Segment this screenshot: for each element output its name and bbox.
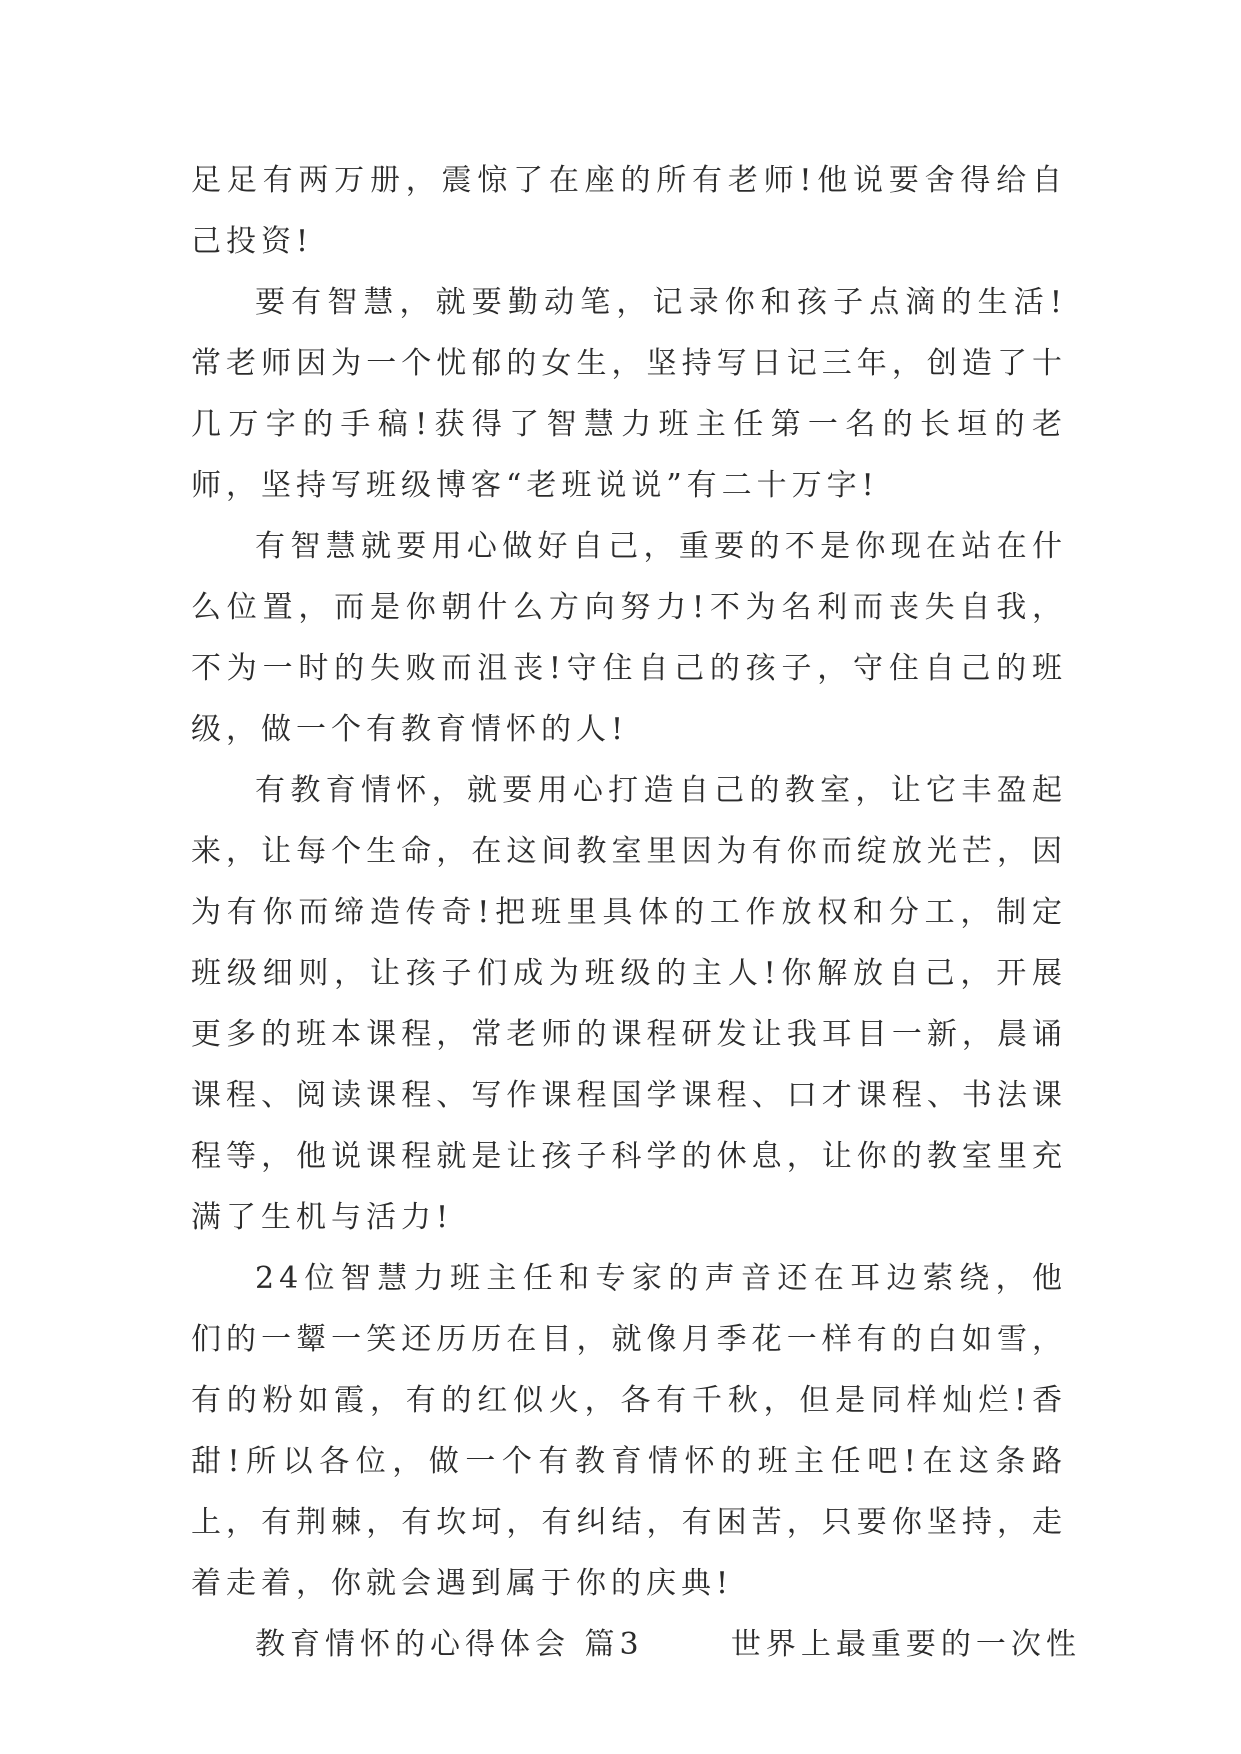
document-body [191, 150, 1081, 1675]
paragraph-2: 要有智慧，就要勤动笔，记录你和孩子点滴的生活!常老师因为一个忧郁的女生，坚持写日记三年，创造了十几万字的手稿!获得了智慧力班主任第一名的长垣的老师，坚持写班级博客“老班说说”有二十万字! [191, 285, 1067, 503]
paragraph-4: 有教育情怀，就要用心打造自己的教室，让它丰盈起来，让每个生命，在这间教室里因为有你而绽放光芒，因为有你而缔造传奇!把班里具体的工作放权和分工，制定班级细则，让孩子们成为班级的主人!你解放自己，开展更多的班本课程，常老师的课程研发让我耳目一新，晨诵课程、阅读课程、写作课程国学课程、口才课程、书法课程等，他说课程就是让孩子科学的休息，让你的教室里充满了生机与活力! [191, 773, 1067, 1235]
paragraph-3: 有智慧就要用心做好自己，重要的不是你现在站在什么位置，而是你朝什么方向努力!不为名利而丧失自我，不为一时的失败而沮丧!守住自己的孩子，守住自己的班级，做一个有教育情怀的人! [191, 529, 1067, 747]
paragraph-1: 足足有两万册，震惊了在座的所有老师!他说要舍得给自己投资! [191, 163, 1067, 259]
section-heading: 教育情怀的心得体会 篇3 [255, 1627, 644, 1662]
section-start-text: 世界上最重要的一次性 [730, 1627, 1081, 1662]
paragraph-5: 24位智慧力班主任和专家的声音还在耳边萦绕，他们的一颦一笑还历历在目，就像月季花一样有的白如雪，有的粉如霞，有的红似火，各有千秋，但是同样灿烂!香甜!所以各位，做一个有教育情怀的班主任吧!在这条路上，有荆棘，有坎坷，有纠结，有困苦，只要你坚持，走着走着，你就会遇到属于你的庆典! [191, 1261, 1067, 1601]
section-heading-line [191, 1614, 1081, 1675]
